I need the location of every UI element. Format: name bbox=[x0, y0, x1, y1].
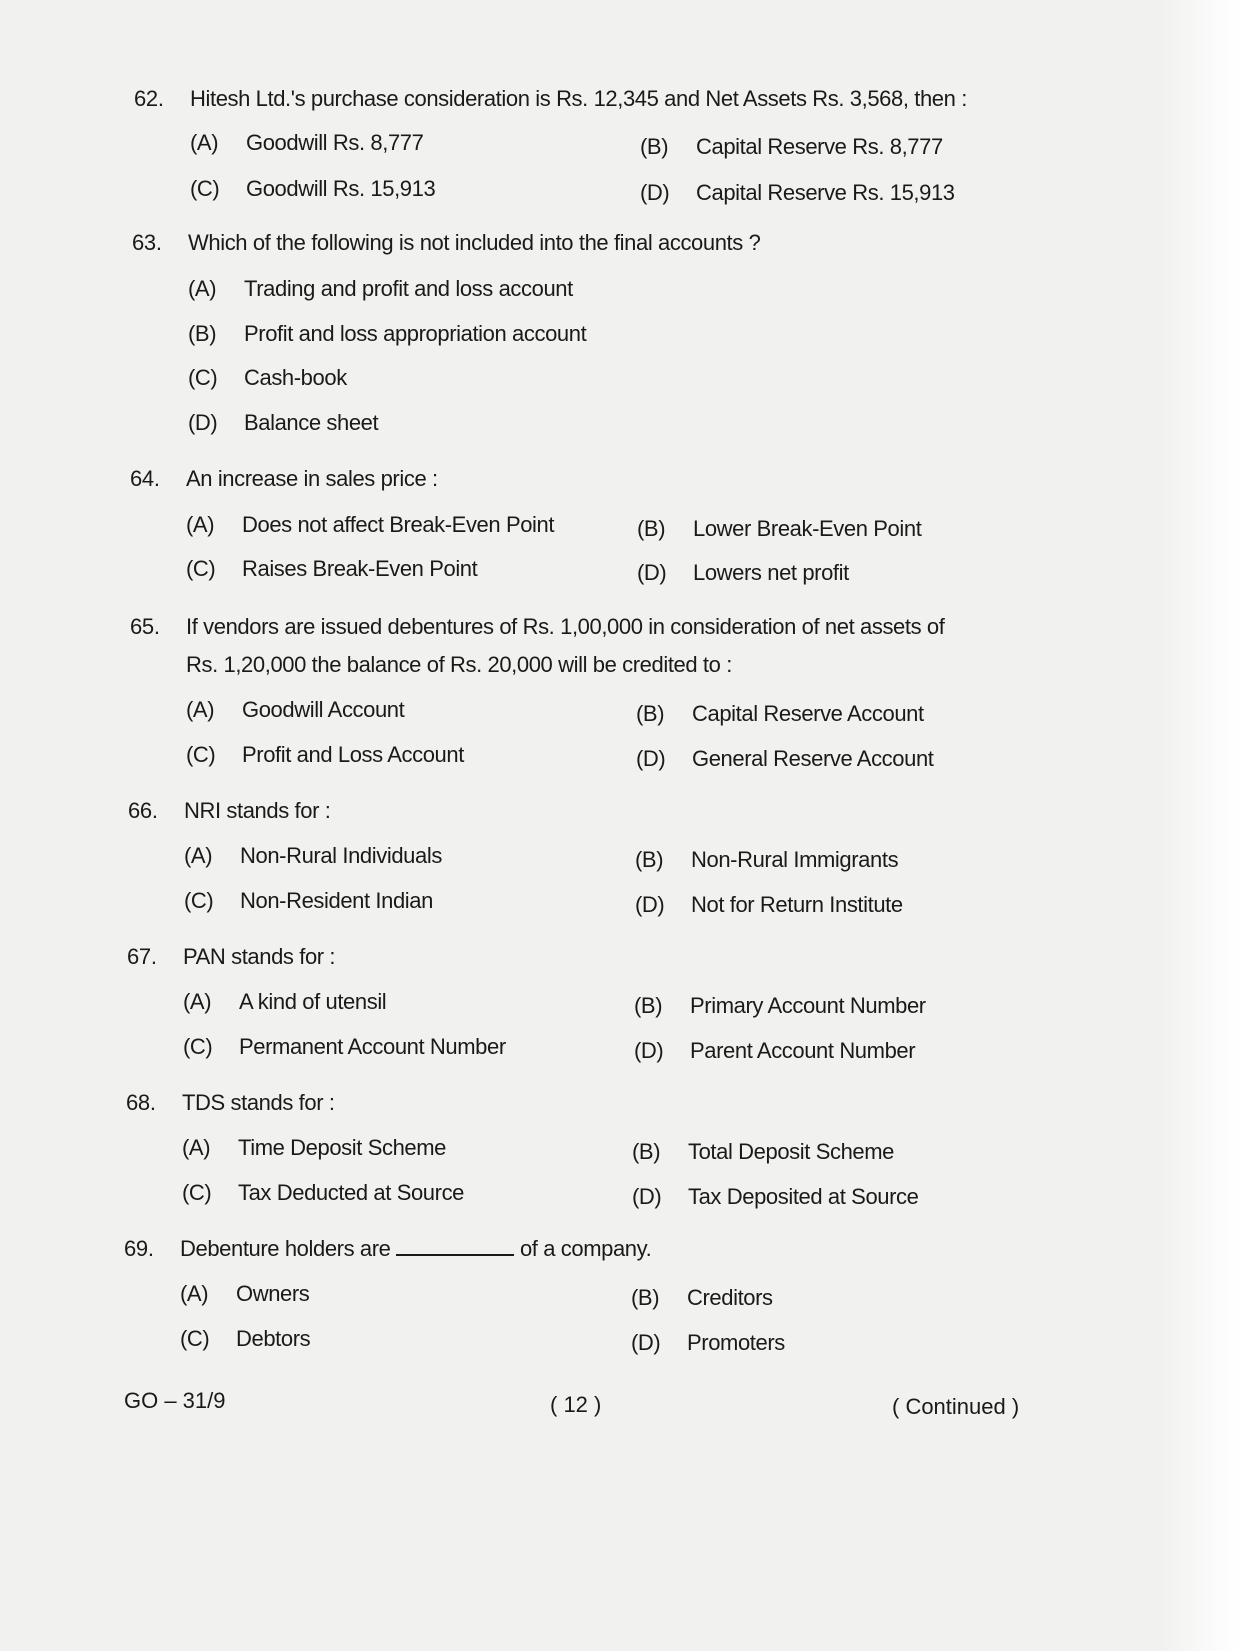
question-text: An increase in sales price : bbox=[186, 466, 438, 491]
question-text: Which of the following is not included into the final accounts ? bbox=[188, 230, 761, 255]
option-d: (D) Not for Return Institute bbox=[635, 892, 903, 917]
question-number: 66. bbox=[128, 798, 158, 823]
question-number: 64. bbox=[130, 466, 160, 491]
option-c: (C) Debtors bbox=[180, 1326, 311, 1351]
option-c: (C) Permanent Account Number bbox=[183, 1034, 506, 1059]
continued-label: ( Continued ) bbox=[892, 1394, 1020, 1419]
question-text: NRI stands for : bbox=[184, 798, 331, 823]
option-b: (B) Profit and loss appropriation account bbox=[188, 321, 587, 346]
option-b: (B) Capital Reserve Account bbox=[636, 701, 924, 726]
question-number: 65. bbox=[130, 614, 160, 639]
option-a: (A) Time Deposit Scheme bbox=[182, 1135, 446, 1160]
option-b: (B) Total Deposit Scheme bbox=[632, 1139, 894, 1164]
option-b: (B) Capital Reserve Rs. 8,777 bbox=[640, 134, 943, 159]
option-b: (B) Primary Account Number bbox=[634, 993, 926, 1018]
option-c: (C) Goodwill Rs. 15,913 bbox=[190, 176, 436, 201]
option-d: (D) Balance sheet bbox=[188, 410, 379, 435]
page-edge bbox=[1161, 0, 1241, 1651]
paper-code: GO – 31/9 bbox=[124, 1388, 226, 1413]
question-text-line2: Rs. 1,20,000 the balance of Rs. 20,000 will be credited to : bbox=[186, 652, 732, 677]
option-d: (D) Tax Deposited at Source bbox=[632, 1184, 919, 1209]
option-c: (C) Tax Deducted at Source bbox=[182, 1180, 465, 1205]
question-number: 63. bbox=[132, 230, 162, 255]
option-a: (A) Non-Rural Individuals bbox=[184, 843, 442, 868]
option-c: (C) Raises Break-Even Point bbox=[186, 556, 478, 581]
option-d: (D) Parent Account Number bbox=[634, 1038, 916, 1063]
question-text-line1: If vendors are issued debentures of Rs. 1,00,000 in consideration of net assets of bbox=[186, 614, 945, 639]
option-a: (A) Goodwill Rs. 8,777 bbox=[190, 130, 424, 155]
option-d: (D) Lowers net profit bbox=[637, 560, 849, 585]
question-text: Hitesh Ltd.'s purchase consideration is Rs. 12,345 and Net Assets Rs. 3,568, then : bbox=[190, 86, 967, 111]
option-a: (A) Goodwill Account bbox=[186, 697, 405, 722]
option-c: (C) Non-Resident Indian bbox=[184, 888, 433, 913]
option-d: (D) Promoters bbox=[631, 1330, 785, 1355]
question-number: 68. bbox=[126, 1090, 156, 1115]
question-text: PAN stands for : bbox=[183, 944, 336, 969]
option-d: (D) General Reserve Account bbox=[636, 746, 934, 771]
option-c: (C) Profit and Loss Account bbox=[186, 742, 464, 767]
option-b: (B) Non-Rural Immigrants bbox=[635, 847, 899, 872]
answer-blank bbox=[396, 1236, 514, 1256]
option-c: (C) Cash-book bbox=[188, 365, 347, 390]
option-b: (B) Lower Break-Even Point bbox=[637, 516, 922, 541]
option-a: (A) A kind of utensil bbox=[183, 989, 387, 1014]
option-a: (A) Does not affect Break-Even Point bbox=[186, 512, 555, 537]
page-number: ( 12 ) bbox=[550, 1392, 602, 1417]
question-number: 69. bbox=[124, 1236, 154, 1261]
question-number: 62. bbox=[134, 86, 164, 111]
question-number: 67. bbox=[127, 944, 157, 969]
option-a: (A) Owners bbox=[180, 1281, 310, 1306]
option-a: (A) Trading and profit and loss account bbox=[188, 276, 573, 301]
option-b: (B) Creditors bbox=[631, 1285, 773, 1310]
option-d: (D) Capital Reserve Rs. 15,913 bbox=[640, 180, 955, 205]
question-text: Debenture holders are of a company. bbox=[180, 1236, 652, 1261]
question-text: TDS stands for : bbox=[182, 1090, 335, 1115]
